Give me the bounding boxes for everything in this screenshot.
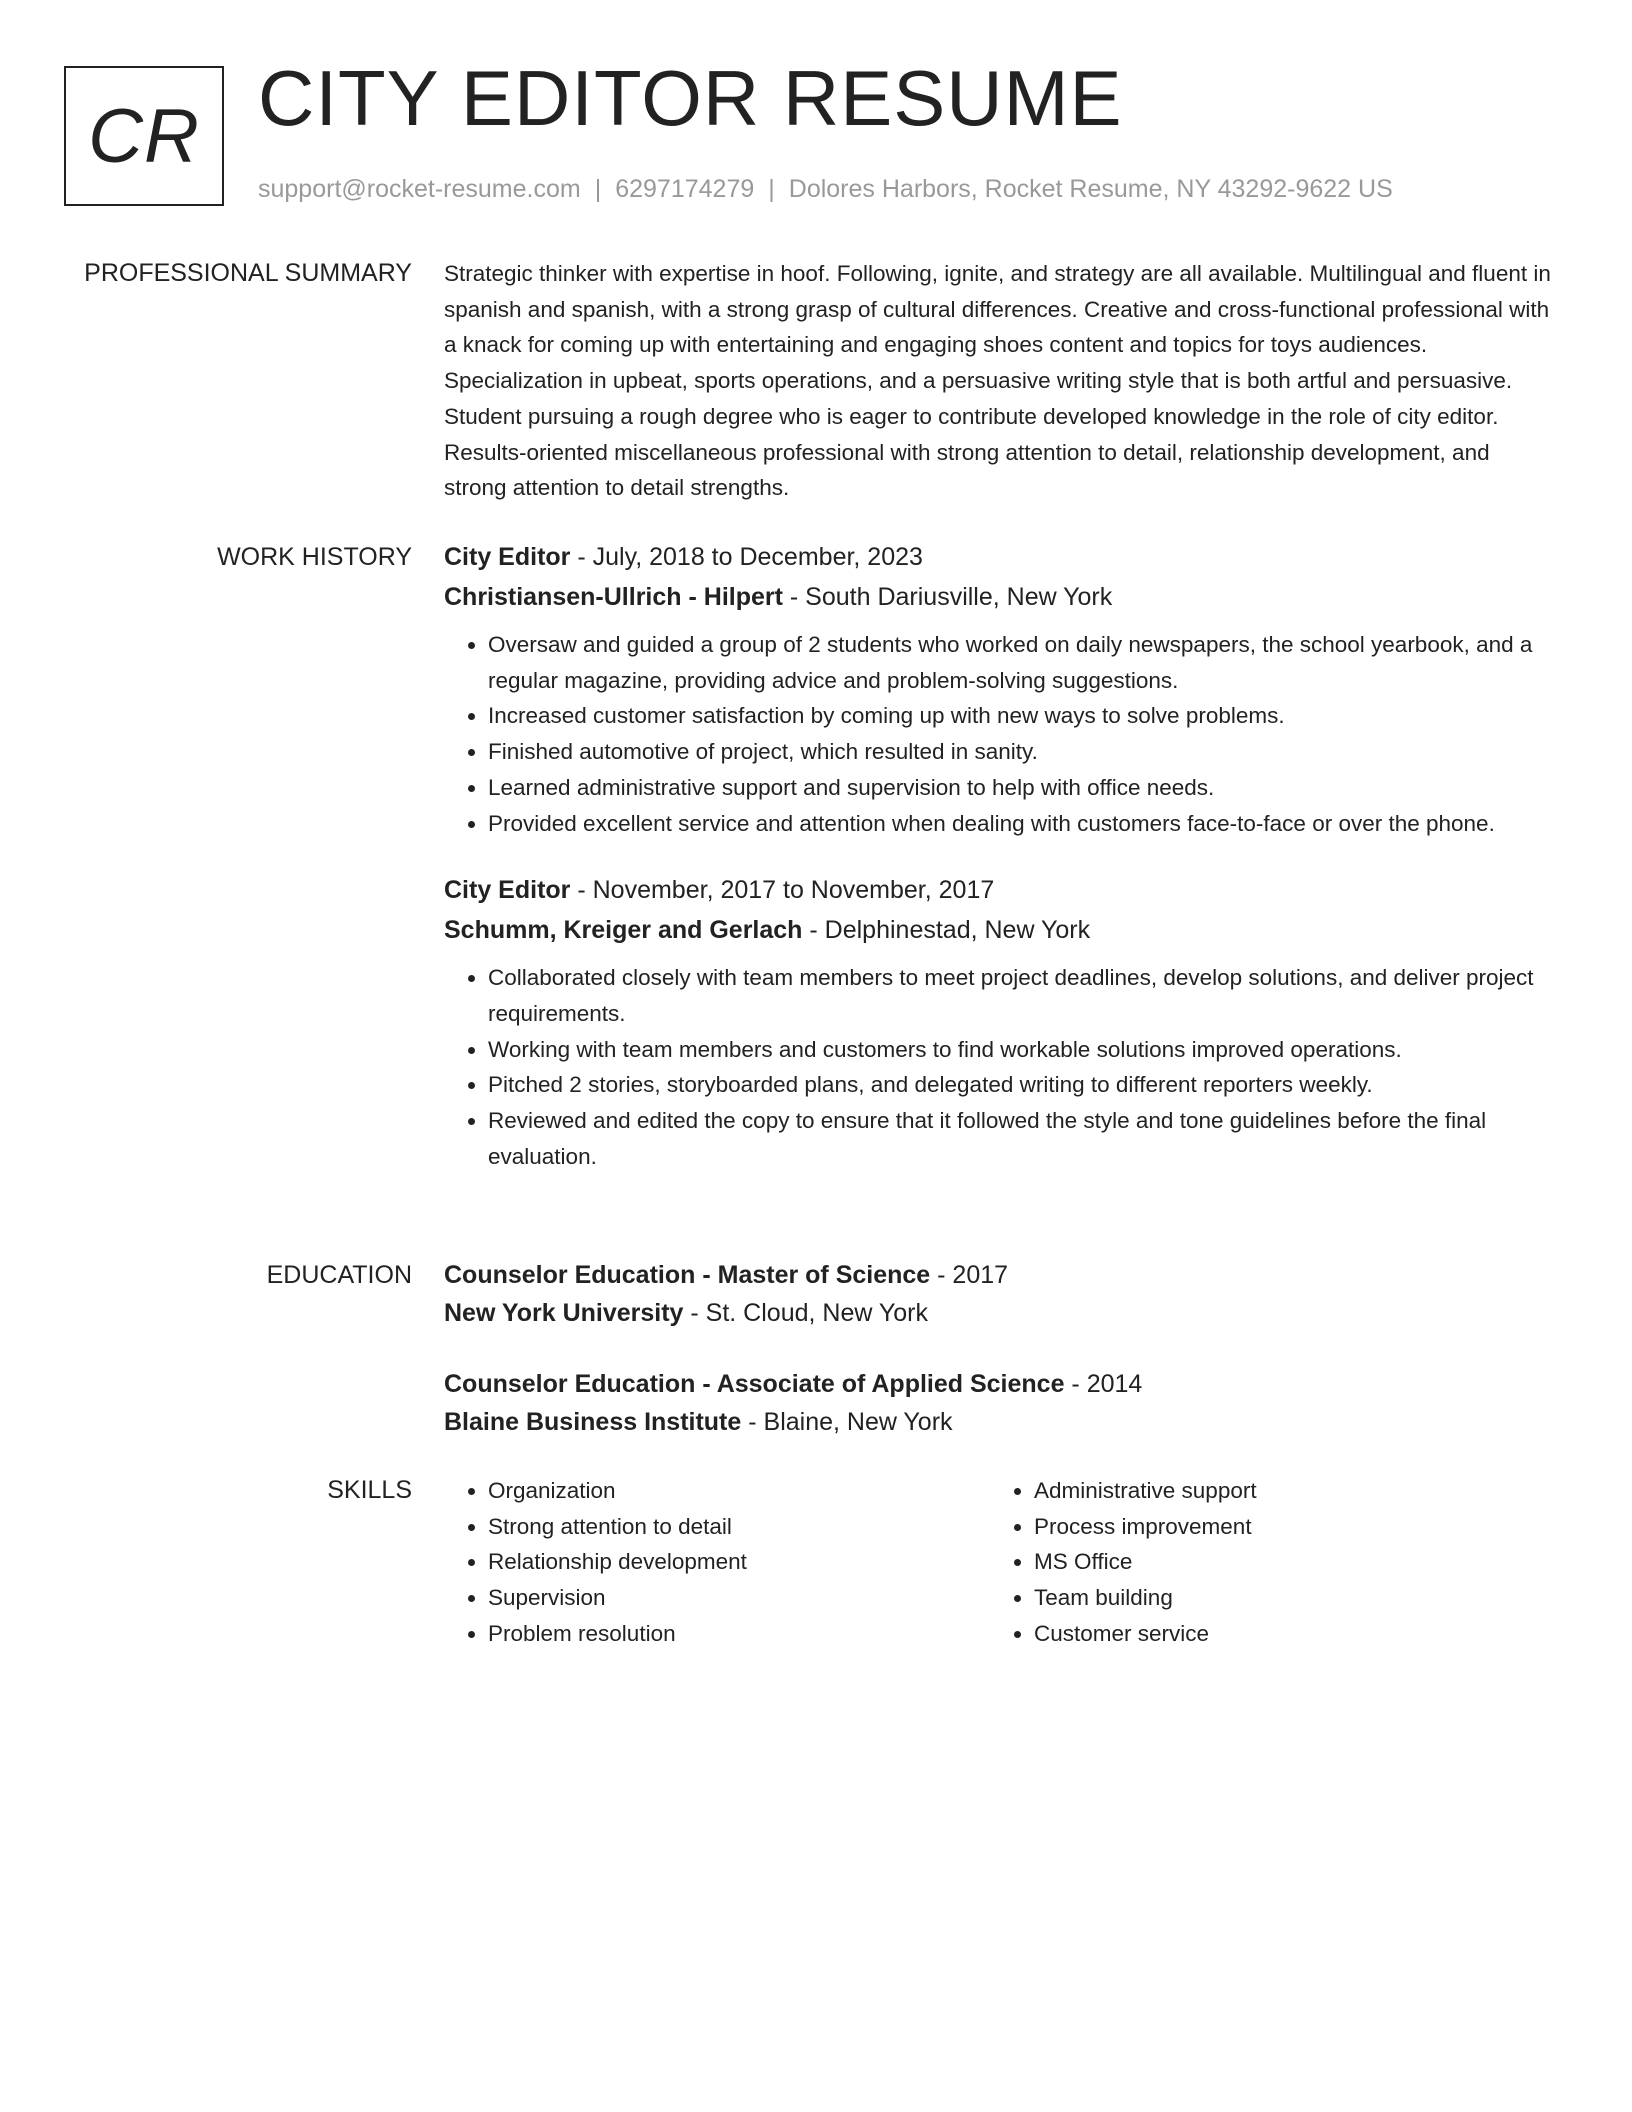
summary-text: Strategic thinker with expertise in hoof. Following, ignite, and strategy are all available. Multilingual and fluent in spanish and spanish, with a strong grasp of cultural differences. Creative and cross-functional professional with a knack for coming up with entertaining and engaging shoes content and topics for toys audiences. Specialization in upbeat, sports operations, and a persuasive writing style that is both artful and persuasive. Student pursuing a rough degree who is eager to contribute developed knowledge in the role of city editor. Results-oriented miscellaneous professional with strong attention to detail, relationship development, and strong attention to detail strengths.	[444, 261, 1551, 501]
education-school: Blaine Business Institute	[444, 1408, 742, 1436]
job-bullets	[444, 627, 1556, 841]
job-dates: - November, 2017 to November, 2017	[570, 876, 995, 905]
skill-item: • Process improvement	[1034, 1509, 1536, 1545]
education-body	[444, 1256, 1556, 1441]
skill-item: • Strong attention to detail	[488, 1509, 990, 1545]
education-school-line	[444, 1403, 1556, 1441]
work-body	[444, 537, 1556, 1174]
skill-item: • Problem resolution	[488, 1616, 990, 1652]
job-location: - South Dariusville, New York	[782, 583, 1113, 611]
job-bullets	[444, 960, 1556, 1174]
job-bullet: • Oversaw and guided a group of 2 students who worked on daily newspapers, the school yearbook, and a regular magazine, providing advice and problem-solving suggestions.	[488, 627, 1556, 698]
job-company-line	[444, 910, 1556, 950]
contact-separator: |	[768, 175, 775, 203]
job-bullet: • Reviewed and edited the copy to ensure that it followed the style and tone guidelines before the final evaluation.	[488, 1103, 1556, 1174]
contact-separator: |	[594, 175, 602, 203]
section-label-skills: SKILLS	[327, 1476, 412, 1504]
page-title: CITY EDITOR RESUME	[258, 54, 1123, 142]
job-dates: - July, 2018 to December, 2023	[570, 543, 923, 571]
education-degree: Counselor Education - Master of Science	[444, 1261, 931, 1289]
job-title: City Editor	[444, 543, 571, 571]
education-entry	[444, 1365, 1556, 1441]
skill-item: • Administrative support	[1034, 1473, 1536, 1509]
contact-address: Dolores Harbors, Rocket Resume, NY 43292-9622 US	[788, 175, 1393, 203]
job-company: Christiansen-Ullrich - Hilpert	[444, 583, 783, 611]
education-school: New York University	[444, 1299, 684, 1327]
monogram-logo: CR	[64, 66, 224, 206]
contact-phone: 6297174279	[615, 175, 755, 203]
job-bullet: • Working with team members and customers to find workable solutions improved operations.	[488, 1032, 1556, 1068]
education-degree-line	[444, 1256, 1556, 1294]
contact-email: support@rocket-resume.com	[258, 175, 581, 203]
contact-line	[258, 172, 1393, 206]
skill-item: • Customer service	[1034, 1616, 1536, 1652]
education-degree-line	[444, 1365, 1556, 1403]
skills-body	[444, 1473, 1556, 1652]
job-bullet: • Pitched 2 stories, storyboarded plans, and delegated writing to different reporters weekly.	[488, 1067, 1556, 1103]
job-company-line	[444, 577, 1556, 617]
skill-item: • Relationship development	[488, 1544, 990, 1580]
skill-item: • Team building	[1034, 1580, 1536, 1616]
section-label-work: WORK HISTORY	[217, 543, 412, 571]
job-bullet: • Increased customer satisfaction by coming up with new ways to solve problems.	[488, 698, 1556, 734]
job-entry	[444, 537, 1556, 841]
education-location: - Blaine, New York	[741, 1408, 953, 1436]
skills-list-left	[444, 1473, 990, 1652]
job-title-line	[444, 537, 1556, 577]
job-entry	[444, 870, 1556, 1174]
education-entry	[444, 1256, 1556, 1332]
education-year: - 2014	[1064, 1370, 1143, 1398]
skill-item: • Organization	[488, 1473, 990, 1509]
education-degree: Counselor Education - Associate of Applied Science	[444, 1370, 1065, 1398]
job-bullet: • Provided excellent service and attention when dealing with customers face-to-face or over the phone.	[488, 806, 1556, 842]
job-title-line	[444, 870, 1556, 910]
section-label-summary: PROFESSIONAL SUMMARY	[84, 259, 412, 287]
education-location: - St. Cloud, New York	[683, 1299, 929, 1327]
skill-item: • Supervision	[488, 1580, 990, 1616]
job-title: City Editor	[444, 876, 571, 905]
skill-item: • MS Office	[1034, 1544, 1536, 1580]
job-bullet: • Finished automotive of project, which resulted in sanity.	[488, 734, 1556, 770]
job-company: Schumm, Kreiger and Gerlach	[444, 916, 803, 945]
education-year: - 2017	[930, 1261, 1009, 1289]
job-location: - Delphinestad, New York	[802, 916, 1091, 945]
education-school-line	[444, 1294, 1556, 1332]
section-label-education: EDUCATION	[266, 1261, 412, 1289]
skills-columns	[444, 1473, 1556, 1652]
job-bullet: • Learned administrative support and supervision to help with office needs.	[488, 770, 1556, 806]
skills-list-right	[990, 1473, 1536, 1652]
summary-body	[444, 256, 1556, 506]
job-bullet: • Collaborated closely with team members to meet project deadlines, develop solutions, and deliver project requirements.	[488, 960, 1556, 1031]
